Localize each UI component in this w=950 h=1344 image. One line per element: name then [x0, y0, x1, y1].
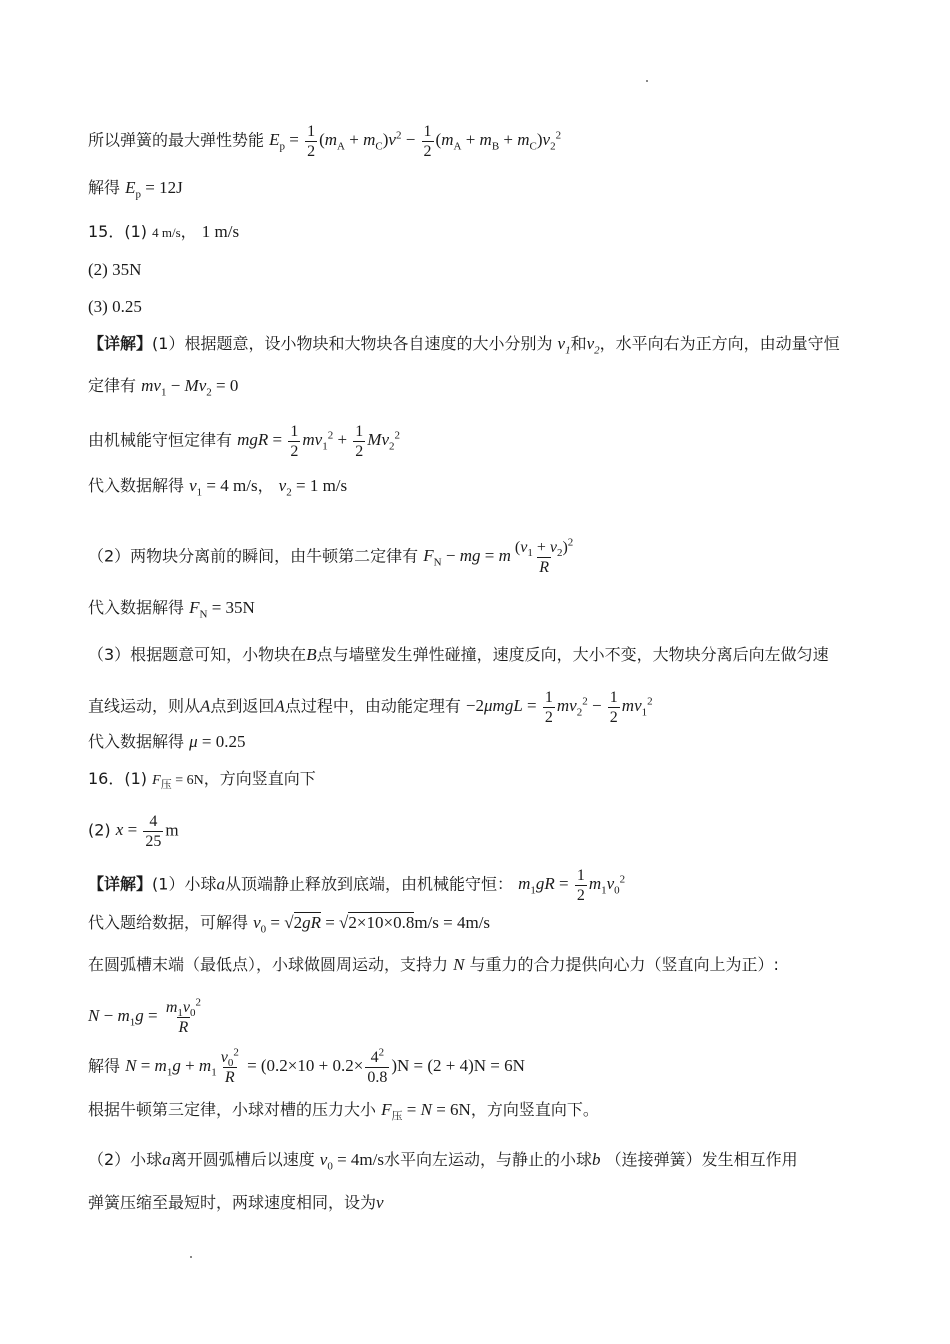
formula: $v_2$	[586, 334, 600, 357]
formula: $m_1gR$ = $\frac{1}{2}$ $m_1v_0^2$	[518, 867, 626, 904]
variable: v	[376, 1193, 384, 1212]
formula: $E_p$ = $\frac{1}{2}$ $(m_A + m_C)v^2$ − $\frac{1}{2}$ $(m_A + m_B + m_C)v_2^2$	[269, 123, 562, 160]
text: ，	[180, 222, 197, 241]
formula: $v_0 = √2gR = √2\times 10\times 0.8m/s = 4m/s$	[253, 913, 491, 936]
point-label: A	[200, 696, 211, 716]
text: 代入数据解得	[88, 732, 185, 751]
formula: x = $\frac{4}{25}$	[115, 813, 162, 850]
text-line	[88, 122, 880, 161]
subscript: 压	[160, 778, 172, 791]
unit: m	[165, 820, 179, 840]
text-line	[88, 998, 880, 1037]
text: 与重力的合力提供向心力（竖直向上为正）:	[469, 955, 779, 974]
detail-tag: 【详解】	[88, 334, 153, 353]
text: （2）小球	[88, 1150, 163, 1169]
text: (1）小球	[152, 874, 217, 894]
text: 弹簧压缩至最短时，两球速度相同，设为	[88, 1193, 377, 1212]
text-line	[88, 645, 880, 665]
text-line	[88, 1193, 880, 1213]
text: ，方向竖直向下	[203, 769, 316, 788]
text: 和	[570, 334, 587, 353]
answer: (2) 35N	[88, 260, 142, 279]
formula: $v_0 = 4m/s$	[319, 1150, 384, 1173]
text: 离开圆弧槽后以速度	[170, 1150, 315, 1169]
value: 6N	[450, 1100, 471, 1119]
text: 点与墙壁发生弹性碰撞，速度反向，大小不变，大物块分离后向左做匀速	[316, 645, 829, 664]
formula: $F_压 = N = 6N$	[381, 1100, 471, 1123]
text: （3）根据题意可知，小物块在	[88, 645, 307, 664]
text-line	[88, 598, 880, 621]
variable: a	[216, 874, 225, 894]
value: 4 m/s	[152, 225, 181, 240]
formula: $v_1$ =	[189, 476, 221, 499]
text-line	[88, 732, 880, 752]
text: 代入数据解得	[88, 598, 185, 617]
text: 定律有	[88, 376, 137, 395]
text: ，	[257, 476, 274, 495]
formula: $F_N = 35N$	[189, 598, 255, 621]
variable: N	[453, 955, 465, 974]
text-line	[88, 688, 880, 727]
text: 从顶端静止释放到底端，由机械能守恒：	[224, 874, 513, 894]
scan-dot	[190, 1256, 192, 1258]
point-label: A	[274, 696, 285, 716]
text: 由机械能守恒定律有	[88, 430, 233, 450]
formula: $N = m_1g + m_1$ $\frac{v_0^2}{R}$ = (0.2×10 + 0.2× $\frac{4^2}{0.8}$ )N = (2 + 4)N = 6N	[125, 1046, 525, 1086]
text-line	[88, 260, 880, 280]
formula: mgR = $\frac{1}{2}$ $mv_1^2$ + $\frac{1}{2}$ $Mv_2^2$	[237, 423, 401, 460]
text: (2)	[88, 820, 111, 840]
text: （连接弹簧）发生相互作用	[605, 1150, 798, 1169]
question-number: 15．(1)	[88, 222, 148, 241]
formula: $N - m_1g$ = $\frac{m_1v_0^2}{R}$	[88, 996, 201, 1036]
scan-dot	[646, 80, 648, 82]
point-label: B	[306, 645, 317, 664]
formula: $mv_1 - Mv_2 = 0$	[141, 376, 239, 399]
value: 1 m/s	[309, 476, 348, 495]
text: 直线运动，则从	[88, 696, 201, 716]
formula: $v_1$	[557, 334, 571, 357]
text-line	[88, 866, 880, 905]
value: 35N	[225, 598, 255, 617]
text: 代入题给数据，可解得	[88, 913, 249, 932]
text: ，水平向右为正方向，由动量守恒	[599, 334, 840, 353]
variable: a	[162, 1150, 171, 1169]
formula: μ = 0.25	[189, 732, 246, 751]
text: 根据牛顿第三定律，小球对槽的压力大小	[88, 1100, 377, 1119]
text: 解得	[88, 178, 121, 197]
text-line	[88, 1100, 880, 1123]
text: 所以弹簧的最大弹性势能	[88, 130, 265, 150]
text-line	[88, 1150, 880, 1173]
text: （2）两物块分离前的瞬间，由牛顿第二定律有	[88, 546, 419, 566]
text-line	[88, 222, 880, 243]
text-line	[88, 812, 880, 851]
formula: $F_压 = 6N$	[152, 773, 204, 791]
text-line	[88, 538, 880, 577]
value: 0.25	[215, 732, 246, 751]
text: 点过程中，由动能定理有	[284, 696, 461, 716]
text-line	[88, 1048, 880, 1087]
text: 点到返回	[210, 696, 275, 716]
question-number: 16．(1)	[88, 769, 148, 788]
text-line	[88, 769, 880, 791]
text-line	[88, 334, 880, 357]
formula: $F_N$ − mg = m $\frac{(v_1 + v_2)^2}{R}$	[423, 536, 574, 576]
text: (1）根据题意，设小物块和大物块各自速度的大小分别为	[152, 334, 553, 353]
value: 4 m/s	[220, 476, 258, 495]
subscript: 压	[391, 1110, 403, 1123]
value: 1 m/s	[201, 222, 240, 241]
text: 代入数据解得	[88, 476, 185, 495]
formula: $E_p = 12J$	[125, 178, 183, 201]
text-line	[88, 913, 880, 936]
detail-tag: 【详解】	[88, 874, 153, 894]
formula: −2μmgL = $\frac{1}{2}$ $mv_2^2$ − $\frac{1}{2}$ $mv_1^2$	[465, 689, 653, 726]
text-line	[88, 955, 880, 975]
text-line	[88, 476, 880, 499]
text: 在圆弧槽末端（最低点），小球做圆周运动，支持力	[88, 955, 449, 974]
formula: $v_2$ =	[278, 476, 310, 499]
value: 12J	[159, 178, 183, 197]
text: 水平向左运动，与静止的小球	[384, 1150, 593, 1169]
answer: (3) 0.25	[88, 297, 142, 316]
text-line	[88, 178, 880, 201]
text: 解得	[88, 1056, 121, 1076]
text-line	[88, 376, 880, 399]
value: 6N	[186, 773, 204, 788]
text-line	[88, 297, 880, 317]
text-line	[88, 422, 880, 461]
text: ，方向竖直向下。	[470, 1100, 599, 1119]
variable: b	[592, 1150, 601, 1169]
